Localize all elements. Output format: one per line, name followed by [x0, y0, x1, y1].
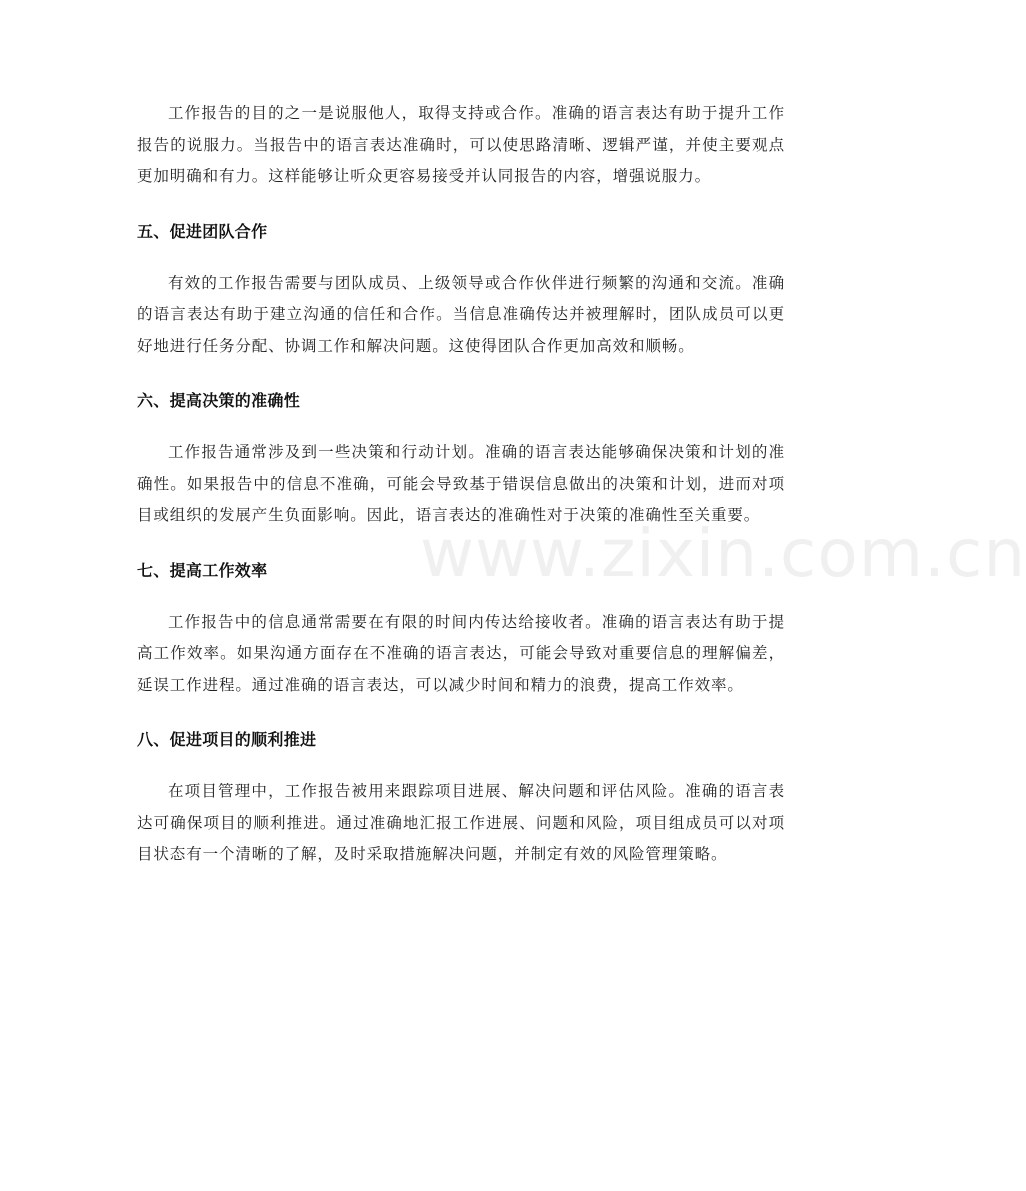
paragraph-intro: 工作报告的目的之一是说服他人，取得支持或合作。准确的语言表达有助于提升工作报告的说服力。当报告中的语言表达准确时，可以使思路清晰、逻辑严谨，并使主要观点更加明确和有力。这样能够让听众更容易接受并认同报告的内容，增强说服力。	[137, 104, 785, 185]
paragraph-section-5: 有效的工作报告需要与团队成员、上级领导或合作伙伴进行频繁的沟通和交流。准确的语言表达有助于建立沟通的信任和合作。当信息准确传达并被理解时，团队成员可以更好地进行任务分配、协调工作和解决问题。这使得团队合作更加高效和顺畅。	[137, 273, 785, 355]
section-heading-6: 六、提高决策的准确性	[137, 391, 301, 410]
document-body	[137, 98, 785, 871]
section-heading-8: 八、促进项目的顺利推进	[137, 730, 317, 749]
section-heading-5: 五、促进团队合作	[137, 221, 268, 241]
paragraph-section-6: 工作报告通常涉及到一些决策和行动计划。准确的语言表达能够确保决策和计划的准确性。如果报告中的信息不准确，可能会导致基于错误信息做出的决策和计划，进而对项目或组织的发展产生负面影响。因此，语言表达的准确性对于决策的准确性至关重要。	[137, 443, 785, 524]
paragraph-section-7: 工作报告中的信息通常需要在有限的时间内传达给接收者。准确的语言表达有助于提高工作效率。如果沟通方面存在不准确的语言表达，可能会导致对重要信息的理解偏差，延误工作进程。通过准确的语言表达，可以减少时间和精力的浪费，提高工作效率。	[137, 612, 785, 694]
paragraph-section-8: 在项目管理中，工作报告被用来跟踪项目进展、解决问题和评估风险。准确的语言表达可确保项目的顺利推进。通过准确地汇报工作进展、问题和风险，项目组成员可以对项目状态有一个清晰的了解，及时采取措施解决问题，并制定有效的风险管理策略。	[137, 782, 785, 863]
section-heading-7: 七、提高工作效率	[137, 560, 268, 580]
watermark: www.zixin.com.cn	[420, 515, 1026, 592]
